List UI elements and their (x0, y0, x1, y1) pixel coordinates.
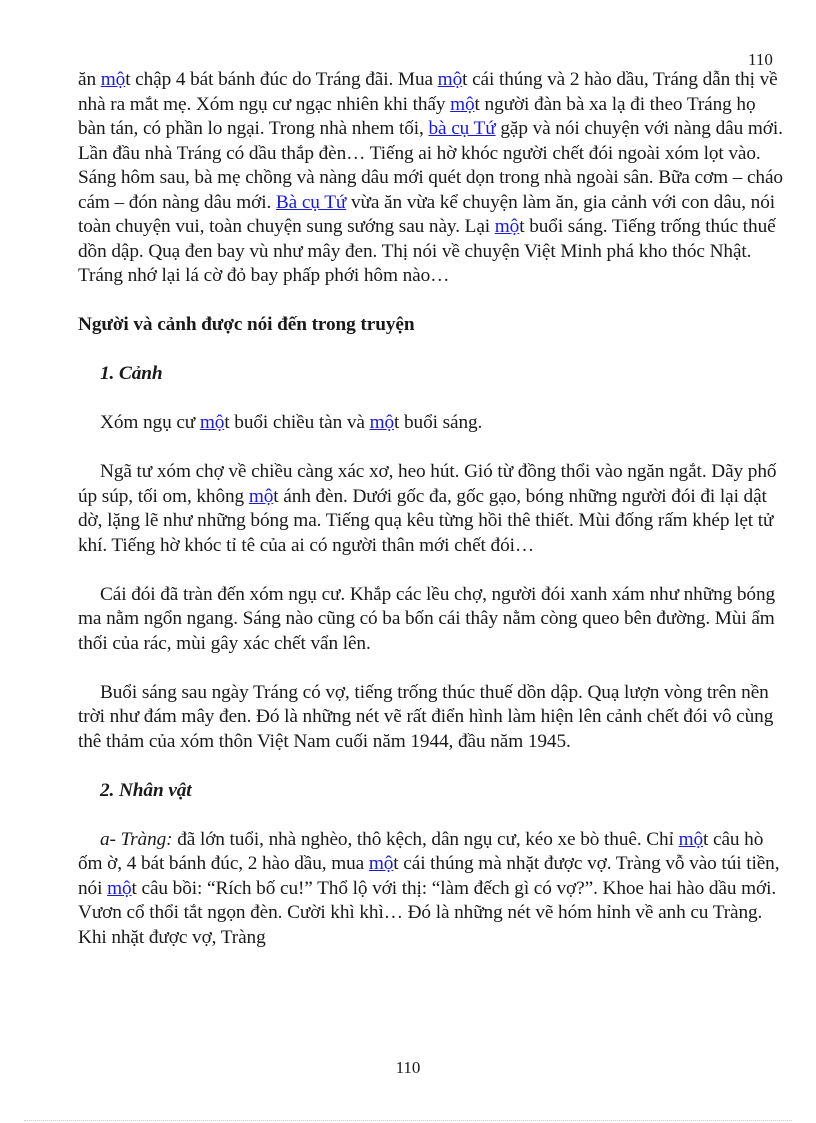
character-label: a- Tràng: (100, 828, 173, 850)
hyperlink[interactable]: mộ (494, 216, 520, 237)
page-number-bottom: 110 (395, 1058, 421, 1077)
hyperlink[interactable]: mộ (100, 69, 126, 90)
paragraph-character-trang: a- Tràng: đã lớn tuổi, nhà nghèo, thô kệch, dân ngụ cư, kéo xe bò thuê. Chỉ một câu hò ốm ờ, 4 bát bánh đúc, 2 hào dầu, mua một cái thúng mà nhặt được vợ. Tràng vỗ vào túi tiền, nói một câu bồi: “Rích bố cu!” Thổ lộ với thị: “làm đếch gì có vợ?”. Khoe hai hào dầu mới. Vươn cổ thổi tắt ngọn đèn. Cười khì khì… Đó là những nét vẽ hóm hỉnh về anh cu Tràng. Khi nhặt được vợ, Tràng (78, 828, 780, 948)
hyperlink[interactable]: mộ (199, 412, 225, 433)
paragraph-morning-scene: Buổi sáng sau ngày Tráng có vợ, tiếng trống thúc thuế dồn dập. Quạ lượn vòng trên nền trời như đám mây đen. Đó là những nét vẽ rất điển hình làm hiện lên cảnh chết đói vô cùng thê thảm của xóm thôn Việt Nam cuối năm 1944, đầu năm 1945. (78, 681, 774, 752)
page-bottom-border (24, 1120, 792, 1121)
hyperlink[interactable]: mộ (437, 69, 463, 90)
hyperlink[interactable]: bà cụ Tứ (428, 118, 496, 139)
paragraph-famine-scene: Cái đói đã tràn đến xóm ngụ cư. Khắp các lều chợ, người đói xanh xám như những bóng ma nằm ngổn ngang. Sáng nào cũng có ba bốn cái thây nằm còng queo bên đường. Mùi ẩm thối của rác, mùi gây xác chết vẩn lên. (78, 583, 776, 654)
hyperlink[interactable]: mộ (450, 93, 475, 115)
hyperlink[interactable]: mộ (678, 828, 704, 850)
page-number-top: 110 (748, 50, 773, 69)
hyperlink[interactable]: mộ (248, 485, 274, 507)
subsection-heading-setting: 1. Cảnh (100, 363, 163, 384)
section-heading: Người và cảnh được nói đến trong truyện (78, 314, 415, 335)
document-body (78, 68, 784, 950)
hyperlink[interactable]: mộ (369, 412, 395, 433)
paragraph-summary: ăn một chập 4 bát bánh đúc do Tráng đãi. Mua một cái thúng và 2 hào dầu, Tráng dẫn thị về nhà ra mắt mẹ. Xóm ngụ cư ngạc nhiên khi thấy một người đàn bà xa lạ đi theo Tráng họ bàn tán, có phần lo ngại. Trong nhà nhem tối, bà cụ Tứ gặp và nói chuyện với nàng dâu mới. Lần đầu nhà Tráng có dầu thắp đèn… Tiếng ai hờ khóc người chết đói ngoài xóm lọt vào. Sáng hôm sau, bà mẹ chồng và nàng dâu mới quét dọn trong nhà ngoài sân. Bữa cơm – cháo cám – đón nàng dâu mới. Bà cụ Tứ vừa ăn vừa kể chuyện làm ăn, gia cảnh với con dâu, nói toàn chuyện vui, toàn chuyện sung sướng sau này. Lại một buổi sáng. Tiếng trống thúc thuế dồn dập. Quạ đen bay vù như mây đen. Thị nói về chuyện Việt Minh phá kho thóc Nhật. Tráng nhớ lại lá cờ đỏ bay phấp phới hôm nào… (78, 69, 783, 286)
hyperlink[interactable]: Bà cụ Tứ (275, 191, 347, 213)
hyperlink[interactable]: mộ (107, 877, 132, 899)
paragraph-setting-intro: Xóm ngụ cư một buổi chiều tàn và một buổi sáng. (100, 412, 483, 433)
subsection-heading-characters: 2. Nhân vật (100, 779, 192, 801)
hyperlink[interactable]: mộ (368, 853, 394, 874)
paragraph-evening-scene: Ngã tư xóm chợ về chiều càng xác xơ, heo hút. Gió từ đồng thổi vào ngăn ngắt. Dãy phố úp súp, tối om, không một ánh đèn. Dưới gốc đa, gốc gạo, bóng những người đói đi lại dật dờ, lặng lẽ như những bóng ma. Tiếng quạ kêu từng hồi thê thiết. Mùi đống rấm khép lẹt tử khí. Tiếng hờ khóc tỉ tê của ai có người thân mới chết đói… (78, 461, 777, 556)
